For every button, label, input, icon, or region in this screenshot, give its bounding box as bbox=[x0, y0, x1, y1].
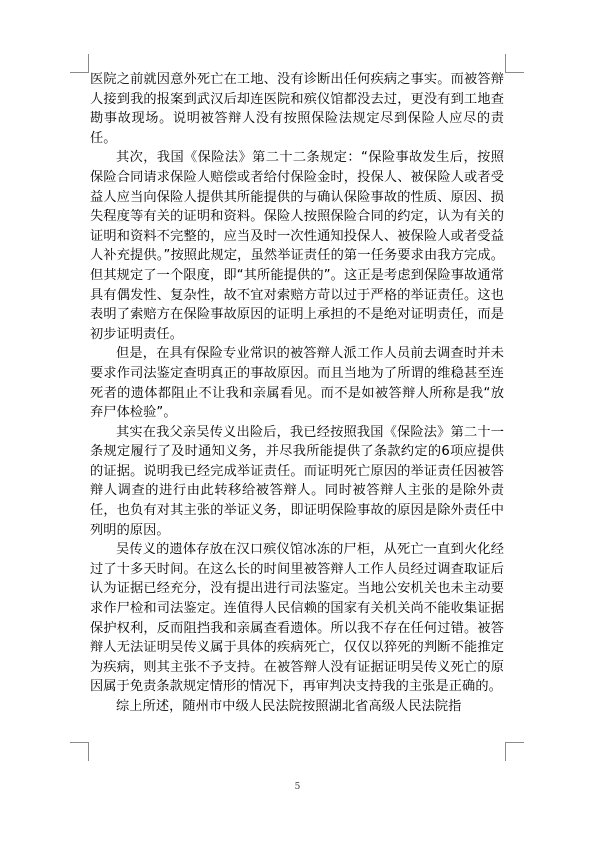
paragraph: 医院之前就因意外死亡在工地、没有诊断出任何疾病之事实。而被答辩人接到我的报案到武汉后却连医院和殡仪馆都没去过，更没有到工地查勘事故现场。说明被答辩人没有按照保险法规定尽到保险人应尽的责任。 bbox=[90, 72, 504, 146]
paragraph: 综上所述，随州市中级人民法院按照湖北省高级人民法院指 bbox=[116, 699, 462, 714]
crop-mark-bottom-left bbox=[70, 742, 89, 761]
body-text[interactable] bbox=[90, 70, 504, 717]
crop-mark-top-left bbox=[70, 54, 89, 73]
paragraph: 其实在我父亲吴传义出险后，我已经按照我国《保险法》第二十一条规定履行了及时通知义务，并尽我所能提供了条款约定的6项应提供的证据。说明我已经完成举证责任。而证明死亡原因的举证责任因被答辩人调查的进行由此转移给被答辩人。同时被答辩人主张的是除外责任，也负有对其主张的举证义务，即证明保险事故的原因是除外责任中列明的原因。 bbox=[90, 424, 504, 538]
crop-mark-bottom-right bbox=[505, 742, 524, 761]
page-number: 5 bbox=[294, 782, 301, 792]
paragraph: 其次，我国《保险法》第二十二条规定：“保险事故发生后，按照保险合同请求保险人赔偿或者给付保险金时，投保人、被保险人或者受益人应当向保险人提供其所能提供的与确认保险事故的性质、原因、损失程度等有关的证明和资料。保险人按照保险合同的约定，认为有关的证明和资料不完整的，应当及时一次性通知投保人、被保险人或者受益人补充提供。”按照此规定，虽然举证责任的第一任务要求由我方完成。但其规定了一个限度，即“其所能提供的”。这正是考虑到保险事故通常具有偶发性、复杂性，故不宜对索赔方苛以过于严格的举证责任。这也表明了索赔方在保险事故原因的证明上承担的不是绝对证明责任，而是初步证明责任。 bbox=[90, 150, 504, 342]
paragraph: 吴传义的遗体存放在汉口殡仪馆冰冻的尸柜，从死亡一直到火化经过了十多天时间。在这么长的时间里被答辩人工作人员经过调查取证后认为证据已经充分，没有提出进行司法鉴定。当地公安机关也未主动要求作尸检和司法鉴定。连值得人民信赖的国家有关机关尚不能收集证据保护权利，反而阻挡我和亲属查看遗体。所以我不存在任何过错。被答辩人无法证明吴传义属于具体的疾病死亡，仅仅以猝死的判断不能推定为疾病，则其主张不予支持。在被答辩人没有证据证明吴传义死亡的原因属于免责条款规定情形的情况下，再审判决支持我的主张是正确的。 bbox=[90, 542, 504, 695]
paragraph: 但是，在具有保险专业常识的被答辩人派工作人员前去调查时并未要求作司法鉴定查明真正的事故原因。而且当地为了所谓的维稳甚至连死者的遗体都阻止不让我和亲属看见。而不是如被答辩人所称是我“放弃尸体检验”。 bbox=[90, 346, 504, 421]
crop-mark-top-right bbox=[505, 54, 524, 73]
